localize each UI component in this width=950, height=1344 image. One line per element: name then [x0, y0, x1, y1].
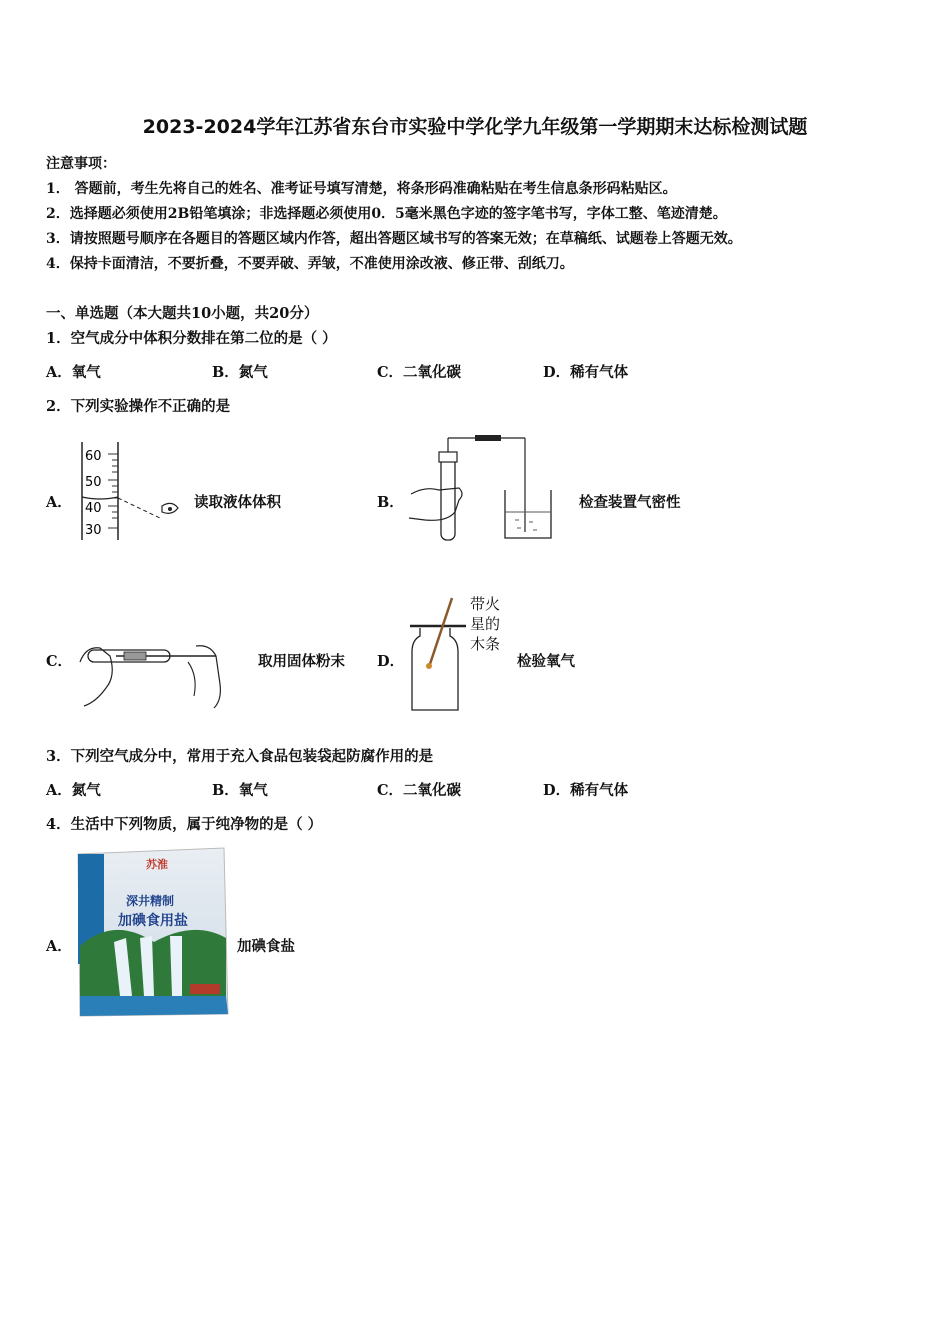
q2-option-a-caption: 读取液体体积 — [194, 494, 281, 511]
question-4-stem: 4．生活中下列物质，属于纯净物的是（ ） — [46, 816, 323, 833]
package-line-2: 加碘食用盐 — [118, 913, 188, 929]
q2-option-b-caption: 检查装置气密性 — [579, 494, 681, 511]
q2-option-b-letter: B． — [377, 494, 404, 511]
q2-option-c-letter: C． — [46, 653, 73, 670]
notice-heading: 注意事项： — [46, 156, 116, 172]
package-line-1: 深井精制 — [126, 894, 175, 908]
q1-option-b: B．氮气 — [212, 364, 268, 381]
graduated-cylinder-figure — [70, 440, 190, 542]
q4-option-a-letter: A． — [46, 938, 72, 955]
left-hand-icon — [80, 648, 112, 706]
q2-option-c-caption: 取用固体粉末 — [258, 653, 345, 670]
q3-option-a: A．氮气 — [46, 782, 101, 799]
q1-option-d: D．稀有气体 — [543, 364, 629, 381]
question-1-stem: 1．空气成分中体积分数排在第二位的是（ ） — [46, 330, 337, 347]
scale-label: 50 — [85, 475, 102, 490]
label-line: 木条 — [470, 635, 501, 653]
q2-option-d-caption: 检验氧气 — [517, 653, 575, 670]
right-hand-icon — [196, 646, 220, 708]
page-title: 2023-2024学年江苏省东台市实验中学化学九年级第一学期期末达标检测试题 — [142, 116, 808, 138]
iodized-salt-package-image — [74, 846, 230, 1018]
q3-option-b: B．氧气 — [212, 782, 268, 799]
q3-option-d: D．稀有气体 — [543, 782, 629, 799]
q1-option-c: C．二氧化碳 — [377, 364, 462, 381]
question-2-stem: 2．下列实验操作不正确的是 — [46, 398, 231, 415]
airtightness-apparatus-figure — [405, 432, 565, 544]
question-3-stem: 3．下列空气成分中，常用于充入食品包装袋起防腐作用的是 — [46, 748, 434, 765]
label-line: 星的 — [470, 615, 501, 633]
notice-item: 1． 答题前，考生先将自己的姓名、准考证号填写清楚，将条形码准确粘贴在考生信息条形码粘贴区。 — [46, 181, 677, 197]
notice-item: 3．请按照题号顺序在各题目的答题区域内作答，超出答题区域书写的答案无效；在草稿纸、试题卷上答题无效。 — [46, 231, 742, 247]
q4-option-a-caption: 加碘食盐 — [237, 938, 295, 955]
label-line: 带火 — [470, 595, 501, 613]
scale-label: 30 — [85, 523, 102, 538]
test-tube-powder-figure — [76, 636, 226, 712]
section-heading: 一、单选题（本大题共10小题，共20分） — [46, 305, 319, 322]
scale-label: 40 — [85, 501, 102, 516]
q2-option-a-letter: A． — [46, 494, 72, 511]
scale-label: 60 — [85, 449, 102, 464]
oxygen-test-figure — [408, 596, 518, 716]
notice-item: 2．选择题必须使用2B铅笔填涂；非选择题必须使用0．5毫米黑色字迹的签字笔书写，字体工整、笔迹清楚。 — [46, 206, 727, 222]
q3-option-c: C．二氧化碳 — [377, 782, 462, 799]
package-brand: 苏淮 — [146, 858, 168, 871]
hand-icon — [409, 488, 462, 520]
q1-option-a: A．氧气 — [46, 364, 101, 381]
wooden-splint-label — [470, 594, 500, 654]
q2-option-d-letter: D． — [377, 653, 405, 670]
notice-item: 4．保持卡面清洁，不要折叠，不要弄破、弄皱，不准使用涂改液、修正带、刮纸刀。 — [46, 256, 574, 272]
